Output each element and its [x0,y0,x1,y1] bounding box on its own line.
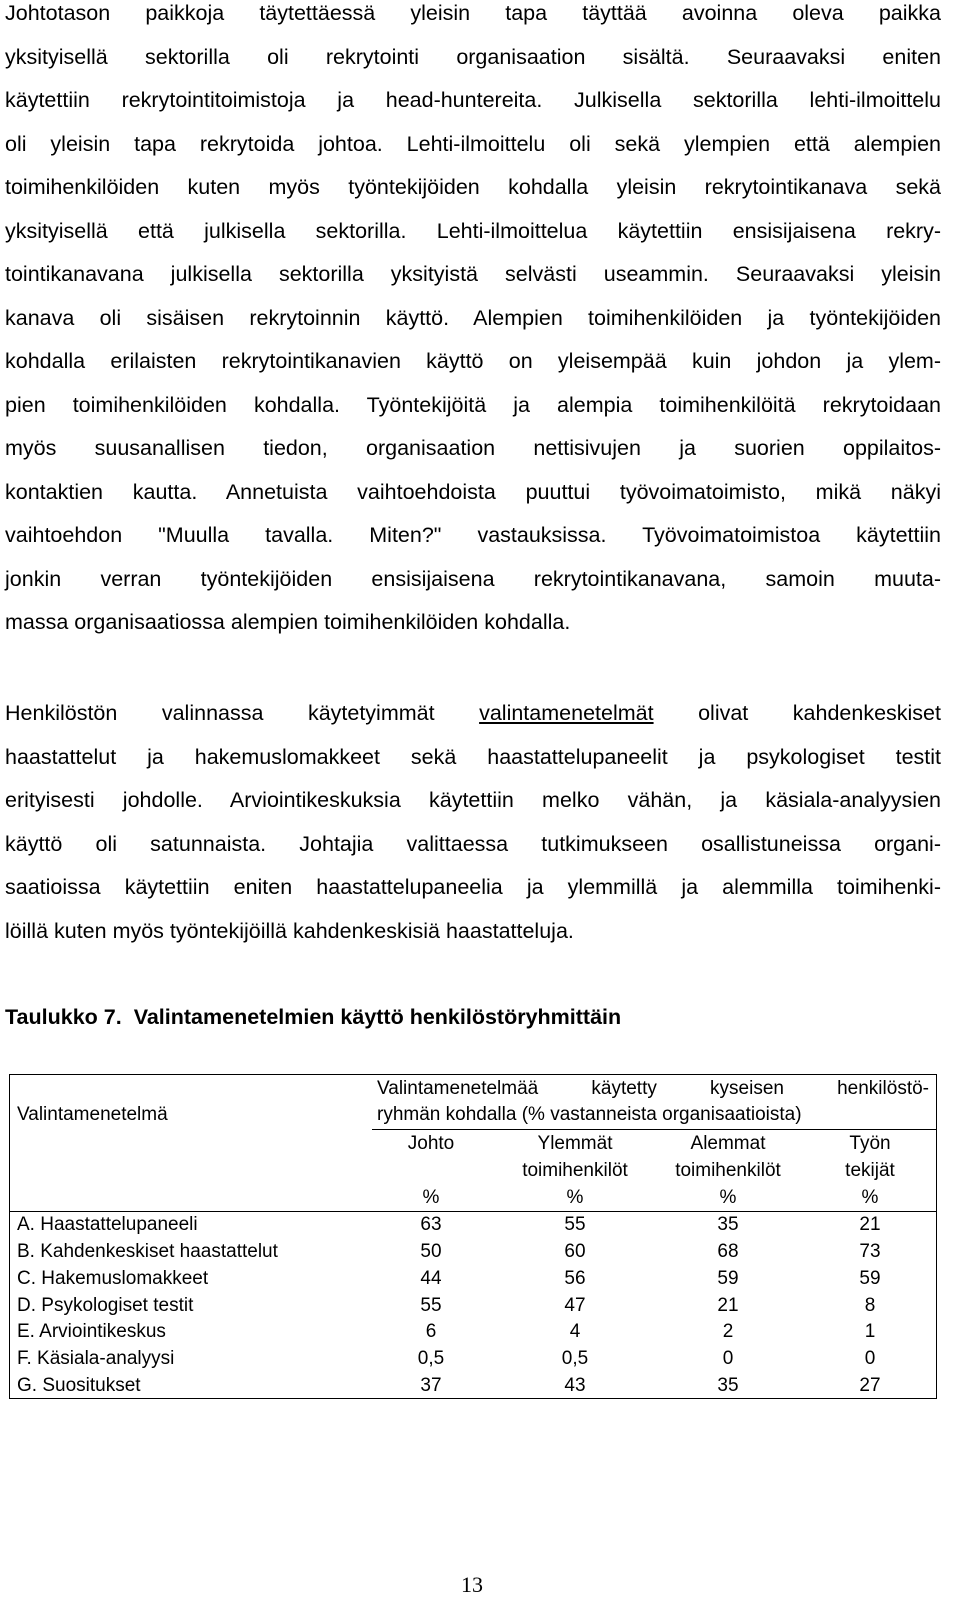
table-cell: 44 [420,1268,442,1289]
table-row-label: F. Käsiala-analyysi [17,1348,175,1369]
table-cell: 27 [859,1375,881,1396]
table-row-label: C. Hakemuslomakkeet [17,1268,209,1289]
table-row-label: G. Suositukset [17,1375,141,1396]
text-line: Johtotason paikkoja täytettäessä yleisin tapa täyttää avoinna oleva paikka [5,1,941,25]
table-cell: 0,5 [417,1348,445,1369]
text-segment: olivat kahdenkeskiset [653,701,941,725]
text-line: haastattelut ja hakemuslomakkeet sekä haastattelupaneelit ja psykologiset testit [5,744,941,769]
text-line: yksityisellä sektorilla oli rekrytointi organisaation sisältä. Seuraavaksi eniten [5,44,941,69]
text-line: vaihtoehdon "Muulla tavalla. Miten?" vastauksissa. Työvoimatoimistoa käytettiin [5,523,941,547]
column-unit: % [566,1187,584,1208]
paragraph-selection-methods [5,692,941,953]
text-line: kanava oli sisäisen rekrytoinnin käyttö. Alempien toimihenkilöiden ja työntekijöiden [5,305,941,330]
table-cell: 1 [864,1321,876,1342]
table-caption-label: Taulukko 7. [5,1005,122,1029]
page-number: 13 [461,1572,483,1597]
table-cell: 0 [864,1348,876,1369]
table-cell: 55 [564,1214,586,1235]
table-cell: 60 [564,1241,586,1262]
text-line: oli yleisin tapa rekrytoida johtoa. Lehti-ilmoittelu oli sekä ylempien että alempien [5,131,941,156]
table-left-border [9,1074,10,1399]
text-line: löillä kuten myös työntekijöillä kahdenkeskisiä haastatteluja. [5,918,574,943]
table-cell: 35 [717,1375,739,1396]
table-cell: 47 [564,1295,586,1316]
text-line: myös suusanallisen tiedon, organisaation nettisivujen ja suorien oppilaitos- [5,436,941,460]
column-unit: % [422,1187,440,1208]
column-unit: % [861,1187,879,1208]
text-line: erityisesti johdolle. Arviointikeskuksia käytettiin melko vähän, ja käsiala-analyysien [5,788,941,812]
underlined-term: valintamenetelmät [479,701,654,725]
table-row-label: E. Arviointikeskus [17,1321,166,1342]
column-header-johto: Johto [407,1133,455,1154]
group-header-line: ryhmän kohdalla (% vastanneista organisaatioista) [377,1104,802,1125]
text-line: käyttö oli satunnaista. Johtajia valittaessa tutkimukseen osallistuneissa organi- [5,831,941,856]
text-line [5,692,941,736]
table-cell: 8 [864,1295,876,1316]
table-cell: 21 [717,1295,739,1316]
table-cell: 59 [717,1268,739,1289]
table-row-label: B. Kahdenkeskiset haastattelut [17,1241,278,1262]
table-cell: 59 [859,1268,881,1289]
table-cell: 63 [420,1214,442,1235]
table-cell: 2 [722,1321,734,1342]
table-cell: 0 [722,1348,734,1369]
table-caption [5,1005,621,1030]
table-top-rule [9,1074,937,1075]
table-caption-title: Valintamenetelmien käyttö henkilöstöryhmittäin [133,1005,622,1029]
table-cell: 0,5 [561,1348,589,1369]
table-cell: 55 [420,1295,442,1316]
text-line: jonkin verran työntekijöiden ensisijaisena rekrytointikanavana, samoin muuta- [5,566,941,591]
table-cell: 56 [564,1268,586,1289]
column-header-ylemmat: toimihenkilöt [522,1160,628,1181]
table-header-bottom-rule [9,1211,937,1212]
group-header-line: Valintamenetelmää käytetty kyseisen henkilöstö- [377,1078,929,1099]
column-unit: % [719,1187,737,1208]
column-header-tyontekijat: Työn [849,1133,891,1154]
table-row-label: D. Psykologiset testit [17,1295,194,1316]
table-subheader-rule [372,1129,937,1130]
table-cell: 6 [425,1321,437,1342]
text-line: saatioissa käytettiin eniten haastattelupaneelia ja ylemmillä ja alemmilla toimihenki- [5,875,941,899]
text-line: tointikanavana julkisella sektorilla yksityistä selvästi useammin. Seuraavaksi yleisin [5,262,941,286]
text-line: massa organisaatiossa alempien toimihenkilöiden kohdalla. [5,610,571,634]
table-cell: 50 [420,1241,442,1262]
paragraph-recruitment-channels [5,0,941,645]
table-cell: 68 [717,1241,739,1262]
table-row-label: A. Haastattelupaneeli [17,1214,198,1235]
text-line: toimihenkilöiden kuten myös työntekijöiden kohdalla yleisin rekrytointikanava sekä [5,175,941,199]
table-right-border [936,1074,937,1399]
text-line: pien toimihenkilöiden kohdalla. Työntekijöitä ja alempia toimihenkilöitä rekrytoidaan [5,392,941,417]
table-cell: 37 [420,1375,442,1396]
text-segment: Henkilöstön valinnassa käytetyimmät [5,701,480,725]
text-line: käytettiin rekrytointitoimistoja ja head-huntereita. Julkisella sektorilla lehti-ilmoittelu [5,88,941,112]
column-header-tyontekijat: tekijät [845,1160,895,1181]
text-line: kohdalla erilaisten rekrytointikanavien käyttö on yleisempää kuin johdon ja ylem- [5,349,941,373]
table-cell: 21 [859,1214,881,1235]
table-bottom-rule [9,1398,937,1399]
text-line: yksityisellä että julkisella sektorilla. Lehti-ilmoittelua käytettiin ensisijaisena rekry- [5,218,941,243]
table-cell: 73 [859,1241,881,1262]
column-header-alemmat: Alemmat [690,1133,766,1154]
column-header-alemmat: toimihenkilöt [675,1160,781,1181]
table-cell: 43 [564,1375,586,1396]
column-header-ylemmat: Ylemmät [537,1133,613,1154]
table-cell: 4 [569,1321,581,1342]
method-column-header: Valintamenetelmä [17,1104,168,1125]
text-line: kontaktien kautta. Annetuista vaihtoehdoista puuttui työvoimatoimisto, mikä näkyi [5,479,941,504]
table-cell: 35 [717,1214,739,1235]
